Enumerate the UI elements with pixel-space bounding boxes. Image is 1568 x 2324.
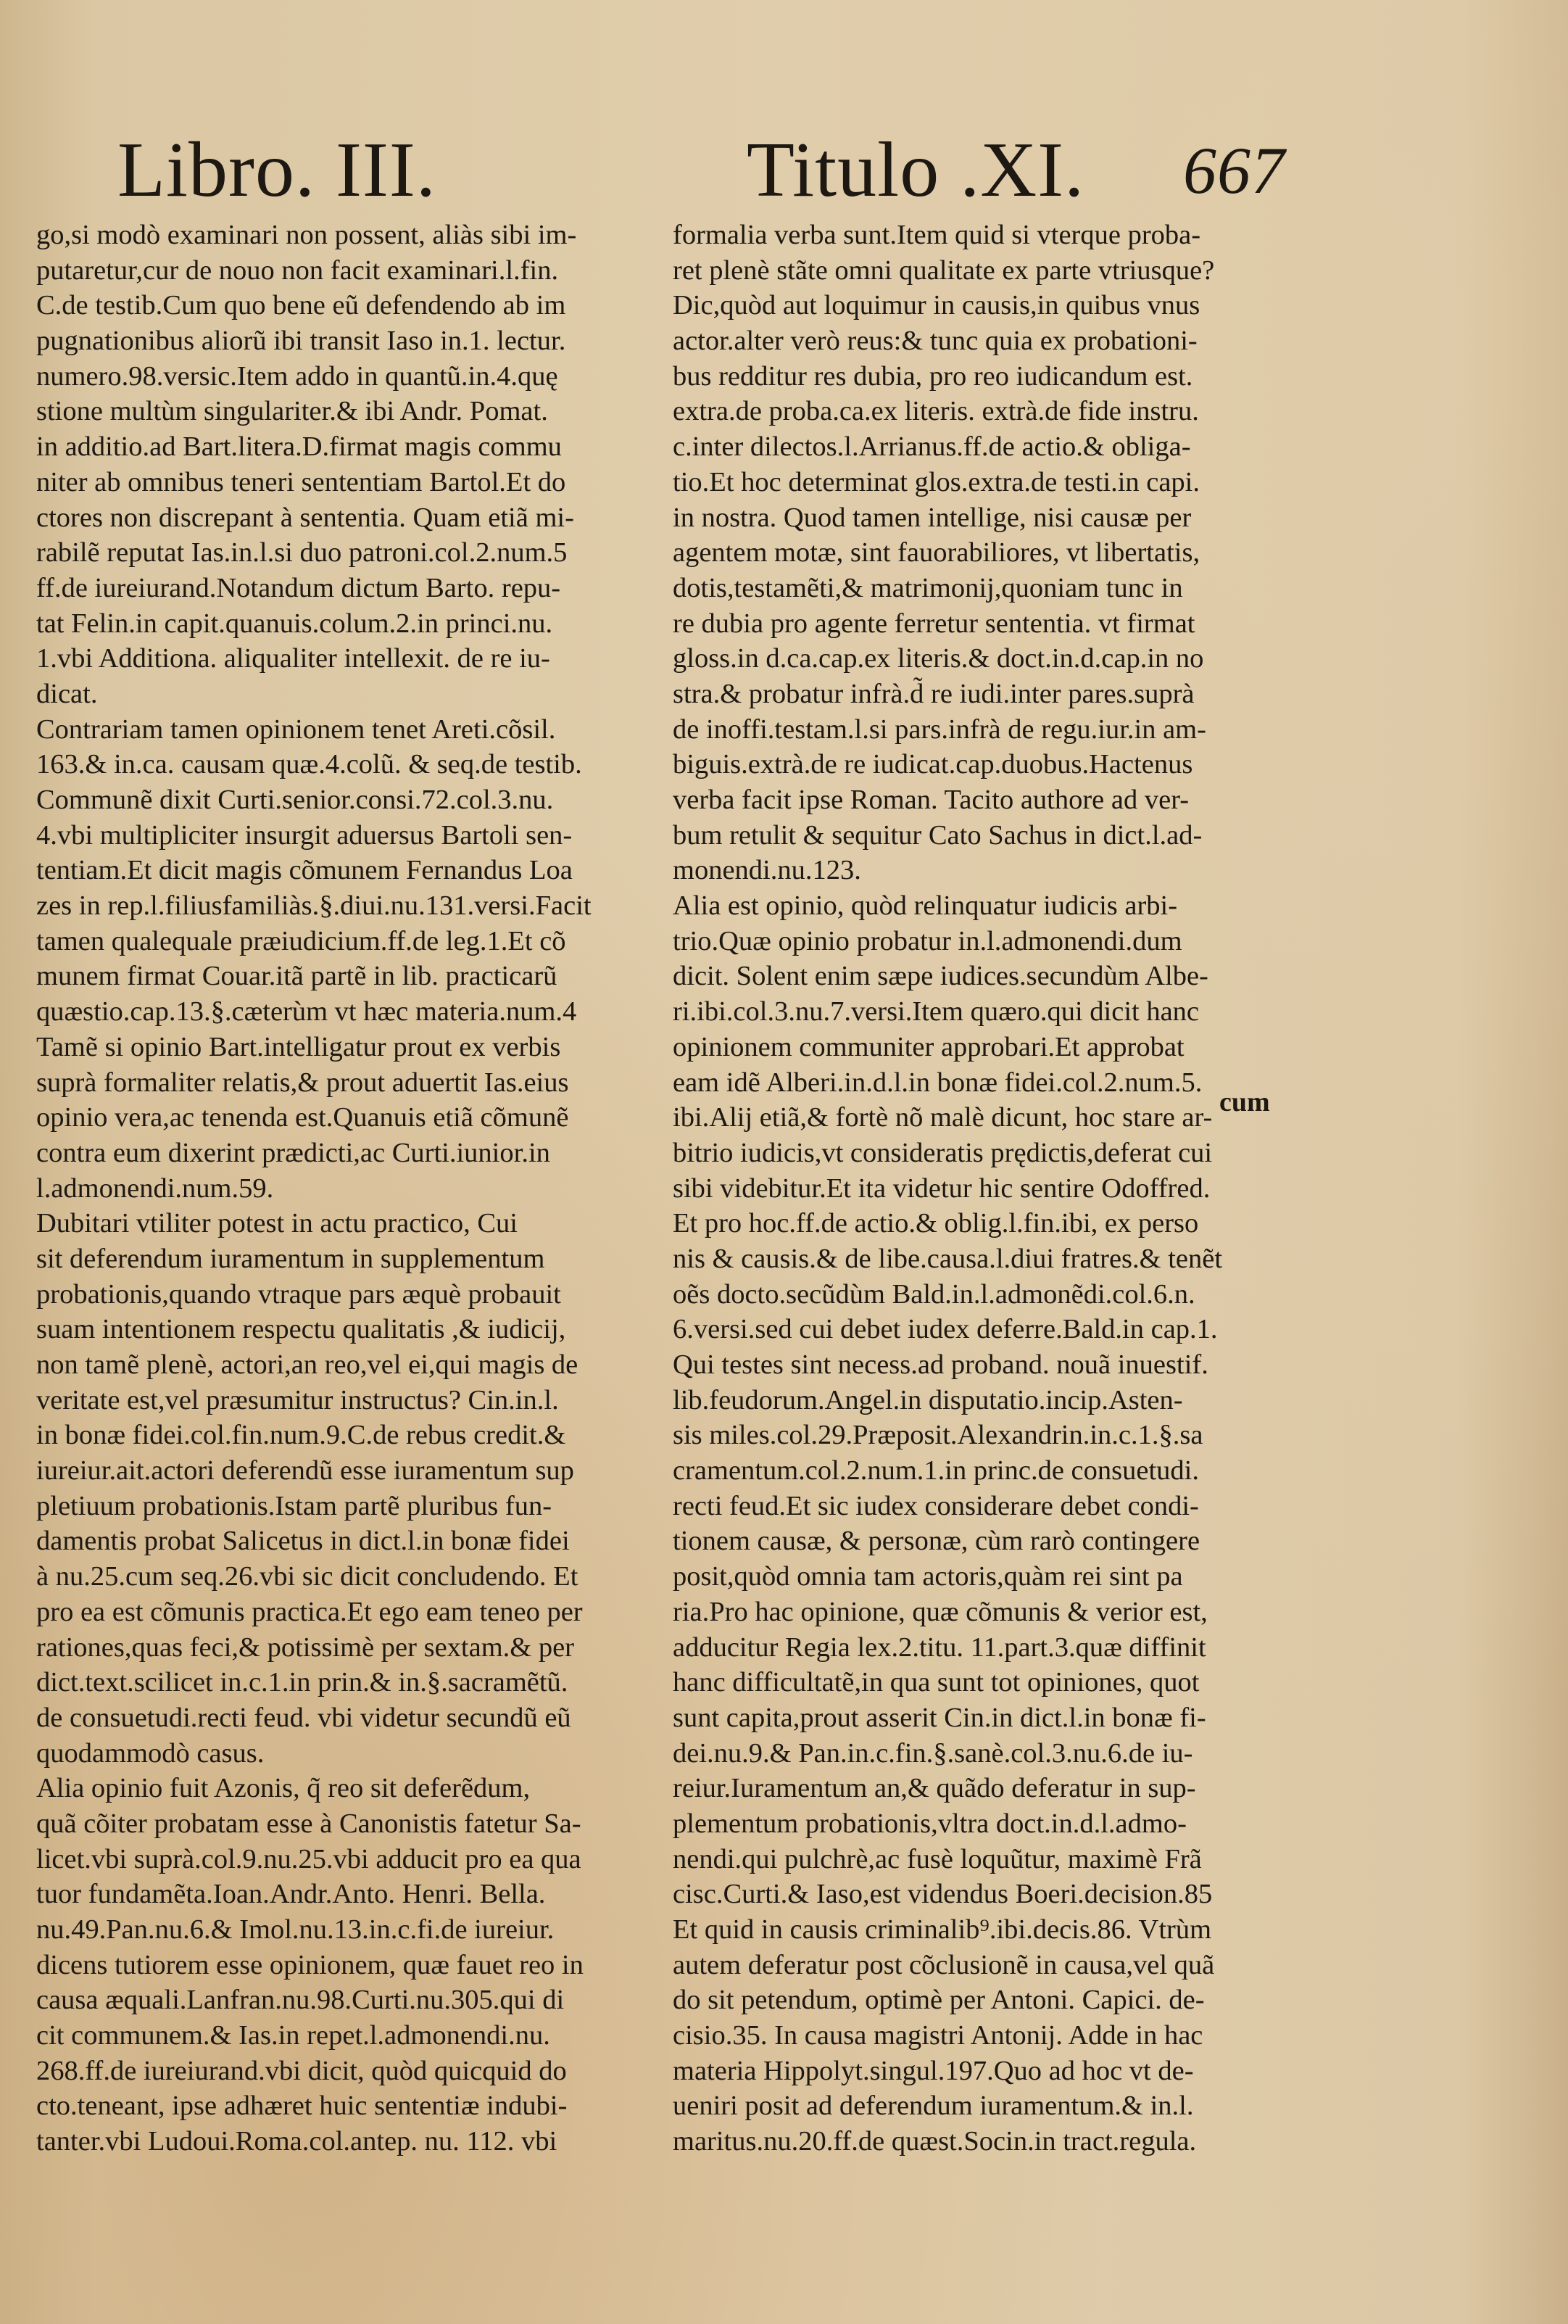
text-line: in additio.ad Bart.litera.D.firmat magis commu [36,431,562,463]
text-line: zes in rep.l.filiusfamiliàs.§.diui.nu.131.versi.Facit [36,890,592,922]
text-line: suprà formaliter relatis,& prout aduertit Ias.eius [36,1067,569,1098]
text-line: dicens tutiorem esse opinionem, quæ fauet reo in [36,1949,584,1980]
text-line: ret plenè stãte omni qualitate ex parte vtriusque? [673,255,1215,286]
catchword: cum [1219,1087,1270,1117]
text-line: ri.ibi.col.3.nu.7.versi.Item quæro.qui dicit hanc [673,996,1200,1027]
text-line: re dubia pro agente ferretur sententia. vt firmat [673,608,1195,639]
text-line: l.admonendi.num.59. [36,1173,274,1204]
text-line: 163.& in.ca. causam quæ.4.colũ. & seq.de testib. [36,749,582,780]
text-line: tat Felin.in capit.quanuis.colum.2.in princi.nu. [36,608,553,639]
text-line: Et quid in causis criminalib⁹.ibi.decis.86. Vtrùm [673,1914,1212,1945]
text-line: ctores non discrepant à sententia. Quam etiã mi- [36,502,574,533]
text-line: contra eum dixerint prædicti,ac Curti.iunior.in [36,1137,550,1168]
text-line: dei.nu.9.& Pan.in.c.fin.§.sanè.col.3.nu.6.de iu- [673,1737,1193,1769]
text-line: munem firmat Couar.itã partẽ in lib. practicarũ [36,961,557,992]
text-line: tamen qualequale præiudicium.ff.de leg.1.Et cõ [36,925,566,956]
text-line: lib.feudorum.Angel.in disputatio.incip.Asten- [673,1384,1183,1415]
text-line: sunt capita,prout asserit Cin.in dict.l.in bonæ fi- [673,1702,1206,1733]
text-line: iureiur.ait.actori deferendũ esse iuramentum sup [36,1455,574,1486]
text-line: maritus.nu.20.ff.de quæst.Socin.in tract.regula. [673,2126,1197,2157]
text-line: C.de testib.Cum quo bene eũ defendendo ab im [36,290,566,321]
text-line: do sit petendum, optimè per Antoni. Capici. de- [673,1985,1205,2016]
text-line: plementum probationis,vltra doct.in.d.l.admo- [673,1808,1187,1839]
text-line: ueniri posit ad deferendum iuramentum.& in.l. [673,2091,1194,2122]
text-line: reiur.Iuramentum an,& quãdo deferatur in sup- [673,1773,1196,1804]
text-line: c.inter dilectos.l.Arrianus.ff.de actio.& obliga- [673,431,1191,463]
text-line: go,si modò examinari non possent, aliàs sibi im- [36,220,577,250]
text-line: tuor fundamẽta.Ioan.Andr.Anto. Henri. Bella. [36,1879,546,1910]
text-line: de inoffi.testam.l.si pars.infrà de regu.iur.in am- [673,714,1206,745]
text-line: suam intentionem respectu qualitatis ,& iudicij, [36,1314,566,1345]
text-line: nu.49.Pan.nu.6.& Imol.nu.13.in.c.fi.de iureiur. [36,1914,555,1945]
text-line: verba facit ipse Roman. Tacito authore ad ver- [673,785,1190,815]
text-line: 4.vbi multipliciter insurgit aduersus Bartoli sen- [36,819,573,851]
text-line: veritate est,vel præsumitur instructus? Cin.in.l. [36,1384,559,1415]
text-line: dict.text.scilicet in.c.1.in prin.& in.§.sacramẽtũ. [36,1667,568,1698]
text-line: 6.versi.sed cui debet iudex deferre.Bald.in cap.1. [673,1314,1218,1345]
text-line: posit,quòd omnia tam actoris,quàm rei sint pa [673,1561,1183,1592]
text-line: cto.teneant, ipse adhæret huic sententiæ indubi- [36,2091,568,2122]
text-line: Alia opinio fuit Azonis, q̃ reo sit deferẽdum, [36,1773,531,1804]
text-line: tionem causæ, & personæ, cùm rarò contingere [673,1526,1200,1557]
text-line: ria.Pro hac opinione, quæ cõmunis & verior est, [673,1596,1208,1627]
text-line: in nostra. Quod tamen intellige, nisi causæ per [673,502,1192,533]
text-line: pugnationibus aliorũ ibi transit Iaso in.1. lectur. [36,326,566,357]
text-line: actor.alter verò reus:& tunc quia ex probationi- [673,326,1198,357]
text-line: stra.& probatur infrà.d̃ re iudi.inter pares.suprà [673,678,1195,709]
text-line: Et pro hoc.ff.de actio.& oblig.l.fin.ibi, ex perso [673,1208,1199,1239]
text-line: opinio vera,ac tenenda est.Quanuis etiã cõmunẽ [36,1102,569,1133]
text-line: cit communem.& Ias.in repet.l.admonendi.nu. [36,2020,550,2051]
text-line: ibi.Alij etiã,& fortè nõ malè dicunt, hoc stare ar- [673,1102,1213,1133]
folio-number: 667 [1183,133,1285,207]
text-line: sibi videbitur.Et ita videtur hic sentire Odoffred. [673,1173,1211,1204]
left-text-column [36,218,632,2159]
text-line: sis miles.col.29.Præposit.Alexandrin.in.c.1.§.sa [673,1420,1203,1451]
running-header [0,123,1568,218]
text-line: autem deferatur post cõclusionẽ in causa,vel quã [673,1949,1215,1980]
text-line: bum retulit & sequitur Cato Sachus in dict.l.ad- [673,819,1203,851]
header-book: Libro. III. [117,127,436,213]
text-line: nendi.qui pulchrè,ac fusè loquũtur, maximè Frã [673,1843,1202,1874]
text-line: trio.Quæ opinio probatur in.l.admonendi.dum [673,925,1182,956]
text-line: Tamẽ si opinio Bart.intelligatur prout ex verbis [36,1031,561,1062]
text-line: monendi.nu.123. [673,855,861,886]
text-line: Qui testes sint necess.ad proband. nouã inuestif. [673,1349,1208,1380]
text-line: rabilẽ reputat Ias.in.l.si duo patroni.col.2.num.5 [36,537,568,568]
text-line: 1.vbi Additiona. aliqualiter intellexit. de re iu- [36,643,550,674]
text-line: dicit. Solent enim sæpe iudices.secundùm Albe- [673,961,1208,992]
text-line: de consuetudi.recti feud. vbi videtur secundũ eũ [36,1702,571,1733]
text-line: adducitur Regia lex.2.titu. 11.part.3.quæ diffinit [673,1632,1206,1663]
text-line: sit deferendum iuramentum in supplementum [36,1243,545,1274]
text-line: Dubitari vtiliter potest in actu practico, Cui [36,1208,518,1239]
text-line: cisc.Curti.& Iaso,est videndus Boeri.decision.85 [673,1879,1213,1910]
text-line: formalia verba sunt.Item quid si vterque proba- [673,220,1201,250]
text-line: materia Hippolyt.singul.197.Quo ad hoc vt de- [673,2055,1194,2086]
text-line: 268.ff.de iureiurand.vbi dicit, quòd quicquid do [36,2055,567,2086]
text-line: causa æquali.Lanfran.nu.98.Curti.nu.305.qui di [36,1985,565,2016]
text-line: cramentum.col.2.num.1.in princ.de consuetudi. [673,1455,1199,1486]
text-line: hanc difficultatẽ,in qua sunt tot opiniones, quot [673,1667,1200,1698]
text-line: non tamẽ plenè, actori,an reo,vel ei,qui magis de [36,1349,578,1380]
text-line: gloss.in d.ca.cap.ex literis.& doct.in.d.cap.in no [673,643,1204,674]
text-line: eam idẽ Alberi.in.d.l.in bonæ fidei.col.2.num.5. [673,1067,1203,1098]
text-line: numero.98.versic.Item addo in quantũ.in.4.quę [36,360,558,392]
text-line: agentem motæ, sint fauorabiliores, vt libertatis, [673,537,1200,568]
text-line: niter ab omnibus teneri sententiam Bartol.Et do [36,466,566,497]
text-line: in bonæ fidei.col.fin.num.9.C.de rebus credit.& [36,1420,566,1451]
right-text-column [673,218,1287,2159]
header-title: Titulo .XI. [747,127,1085,213]
text-line: nis & causis.& de libe.causa.l.diui fratres.& tenẽt [673,1243,1223,1274]
text-line: recti feud.Et sic iudex considerare debet condi- [673,1490,1199,1521]
text-line: bus redditur res dubia, pro reo iudicandum est. [673,360,1193,392]
text-line: stione multùm singulariter.& ibi Andr. Pomat. [36,396,548,427]
text-line: Communẽ dixit Curti.senior.consi.72.col.3.nu. [36,785,554,815]
text-line: damentis probat Salicetus in dict.l.in bonæ fidei [36,1526,570,1557]
text-line: oẽs docto.secũdùm Bald.in.l.admonẽdi.col.6.n. [673,1278,1195,1310]
text-line: cisio.35. In causa magistri Antonij. Adde in hac [673,2020,1203,2051]
text-line: probationis,quando vtraque pars æquè probauit [36,1278,561,1310]
text-line: extra.de proba.ca.ex literis. extrà.de fide instru. [673,396,1199,427]
text-line: licet.vbi suprà.col.9.nu.25.vbi adducit pro ea qua [36,1843,581,1874]
text-line: dotis,testamẽti,& matrimonij,quoniam tunc in [673,572,1183,603]
text-line: biguis.extrà.de re iudicat.cap.duobus.Hactenus [673,749,1193,780]
text-line: tentiam.Et dicit magis cõmunem Fernandus Loa [36,855,573,886]
text-line: tio.Et hoc determinat glos.extra.de testi.in capi. [673,466,1200,497]
text-line: pro ea est cõmunis practica.Et ego eam teneo per [36,1596,583,1627]
text-line: Contrariam tamen opinionem tenet Areti.cõsil. [36,714,556,745]
text-line: Alia est opinio, quòd relinquatur iudicis arbi- [673,890,1178,922]
text-line: rationes,quas feci,& potissimè per sextam.& per [36,1632,574,1663]
text-line: quæstio.cap.13.§.cæterùm vt hæc materia.num.4 [36,996,577,1027]
text-line: pletiuum probationis.Istam partẽ pluribus fun- [36,1490,552,1521]
text-line: opinionem communiter approbari.Et approbat [673,1031,1185,1062]
text-line: Dic,quòd aut loquimur in causis,in quibus vnus [673,290,1200,321]
text-line: tanter.vbi Ludoui.Roma.col.antep. nu. 112. vbi [36,2126,557,2157]
text-line: quã cõiter probatam esse à Canonistis fatetur Sa- [36,1808,581,1839]
text-line: putaretur,cur de nouo non facit examinari.l.fin. [36,255,559,286]
text-line: bitrio iudicis,vt consideratis prędictis,deferat cui [673,1137,1213,1168]
text-line: dicat. [36,678,98,709]
text-line: à nu.25.cum seq.26.vbi sic dicit concludendo. Et [36,1561,578,1592]
text-line: ff.de iureiurand.Notandum dictum Barto. repu- [36,572,561,603]
text-line: quodammodò casus. [36,1737,265,1769]
